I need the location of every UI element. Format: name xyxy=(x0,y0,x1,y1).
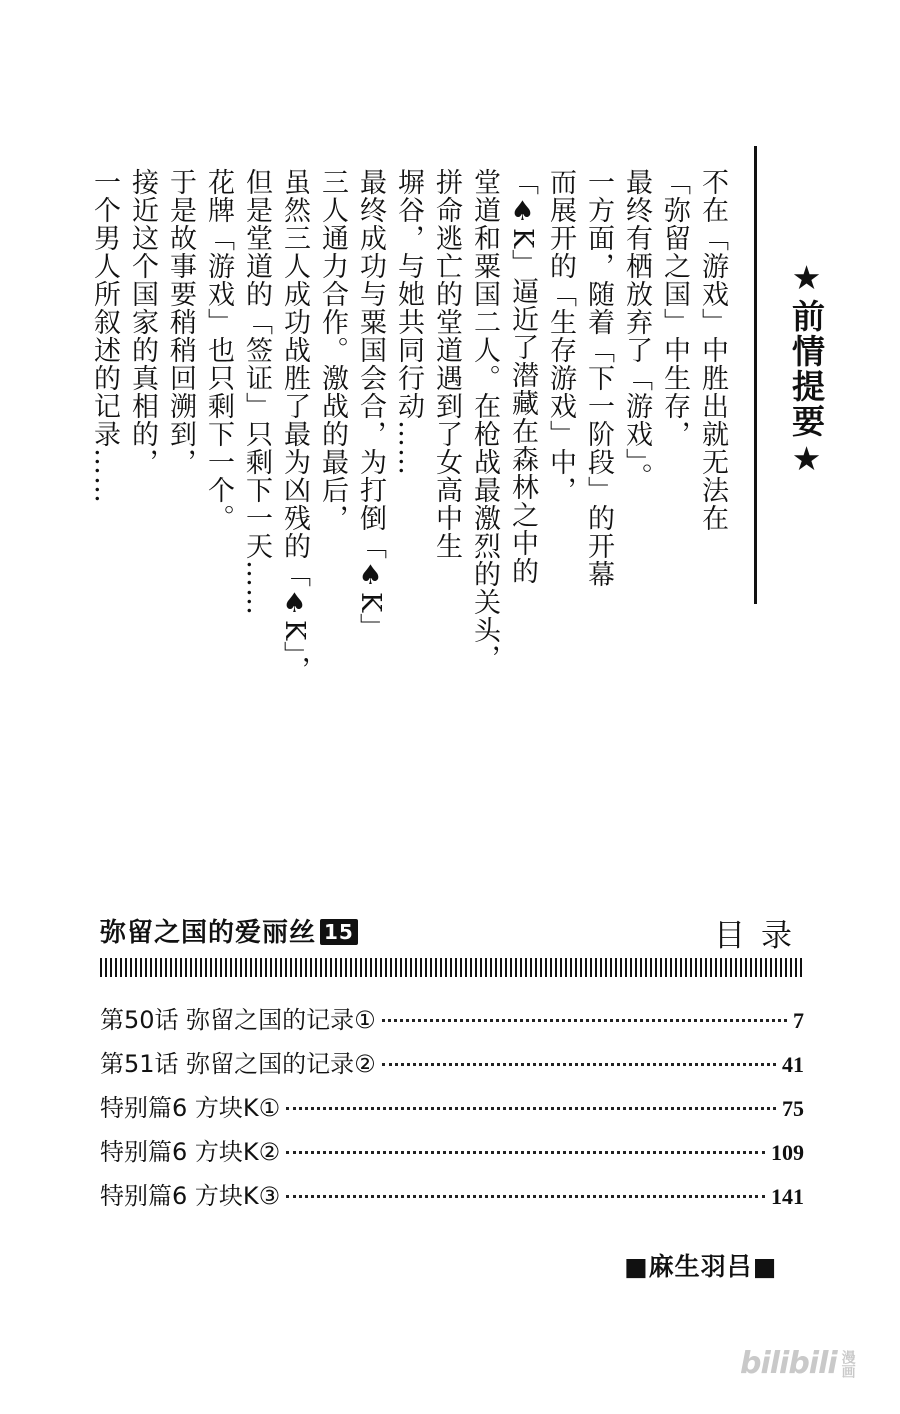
bilibili-watermark xyxy=(740,1346,855,1381)
recap-line: 花牌「游戏」也只剩下一个。 xyxy=(203,168,234,532)
recap-line: 于是故事要稍稍回溯到， xyxy=(165,168,196,476)
recap-line: 塀谷，与她共同行动…… xyxy=(393,168,424,476)
recap-line: 虽然三人成功战胜了最为凶残的「♠K」， xyxy=(279,168,310,684)
toc-entry-page: 7 xyxy=(793,1008,804,1033)
book-title-text: 弥留之国的爱丽丝 xyxy=(100,918,317,948)
book-title xyxy=(100,912,358,949)
toc-entry xyxy=(100,1000,804,1044)
manga-tag: 漫画 xyxy=(839,1349,856,1378)
recap-line: 而展开的「生存游戏」中， xyxy=(545,168,576,504)
toc-entry-title: 特别篇6 方块K③ xyxy=(100,1182,281,1210)
toc-entry-title: 特别篇6 方块K① xyxy=(100,1094,281,1122)
recap-line: 最终有栖放弃了「游戏」。 xyxy=(621,168,652,491)
recap-line: 拼命逃亡的堂道遇到了女高中生 xyxy=(431,168,462,560)
recap-line: 接近这个国家的真相的， xyxy=(127,168,158,476)
toc-entry-page: 41 xyxy=(782,1052,804,1077)
toc-entry xyxy=(100,1088,804,1132)
toc-entry-page: 75 xyxy=(782,1096,804,1121)
bilibili-logo: bilibili xyxy=(740,1346,837,1381)
recap-line: 不在「游戏」中胜出就无法在 xyxy=(697,168,728,532)
contents-heading: 目录 xyxy=(714,918,808,954)
toc-leader xyxy=(286,1107,776,1110)
recap-title: ★前情提要★ xyxy=(787,258,826,480)
toc-entry-page: 109 xyxy=(771,1140,804,1165)
decorative-rule xyxy=(100,958,804,977)
toc-leader xyxy=(286,1195,765,1198)
recap-divider xyxy=(754,146,757,604)
toc-entry xyxy=(100,1044,804,1088)
toc-entry xyxy=(100,1132,804,1176)
toc-leader xyxy=(382,1063,776,1066)
toc-entry-title: 第51话 弥留之国的记录② xyxy=(100,1050,376,1078)
toc-leader xyxy=(286,1151,765,1154)
toc-entry xyxy=(100,1176,804,1220)
recap-line: 「弥留之国」中生存， xyxy=(659,168,690,448)
recap-line: 一个男人所叙述的记录…… xyxy=(89,168,120,504)
recap-line: 一方面，随着「下一阶段」的开幕 xyxy=(583,168,614,588)
toc-entry-page: 141 xyxy=(771,1184,804,1209)
recap-line: 三人通力合作。激战的最后， xyxy=(317,168,348,532)
recap-line: 最终成功与粟国会合，为打倒「♠K」 xyxy=(355,168,386,642)
table-of-contents xyxy=(100,1000,804,1220)
toc-leader xyxy=(382,1019,787,1022)
recap-line: 但是堂道的「签证」只剩下一天…… xyxy=(241,168,272,616)
recap-line: 堂道和粟国二人。在枪战最激烈的关头， xyxy=(469,168,500,672)
toc-entry-title: 第50话 弥留之国的记录① xyxy=(100,1006,376,1034)
volume-badge: 15 xyxy=(320,919,358,945)
toc-entry-title: 特别篇6 方块K② xyxy=(100,1138,281,1166)
recap-line: 「♠K」逼近了潜藏在森林之中的 xyxy=(507,168,538,586)
author-credit: ■麻生羽吕■ xyxy=(624,1252,778,1281)
recap-text xyxy=(88,168,728,684)
